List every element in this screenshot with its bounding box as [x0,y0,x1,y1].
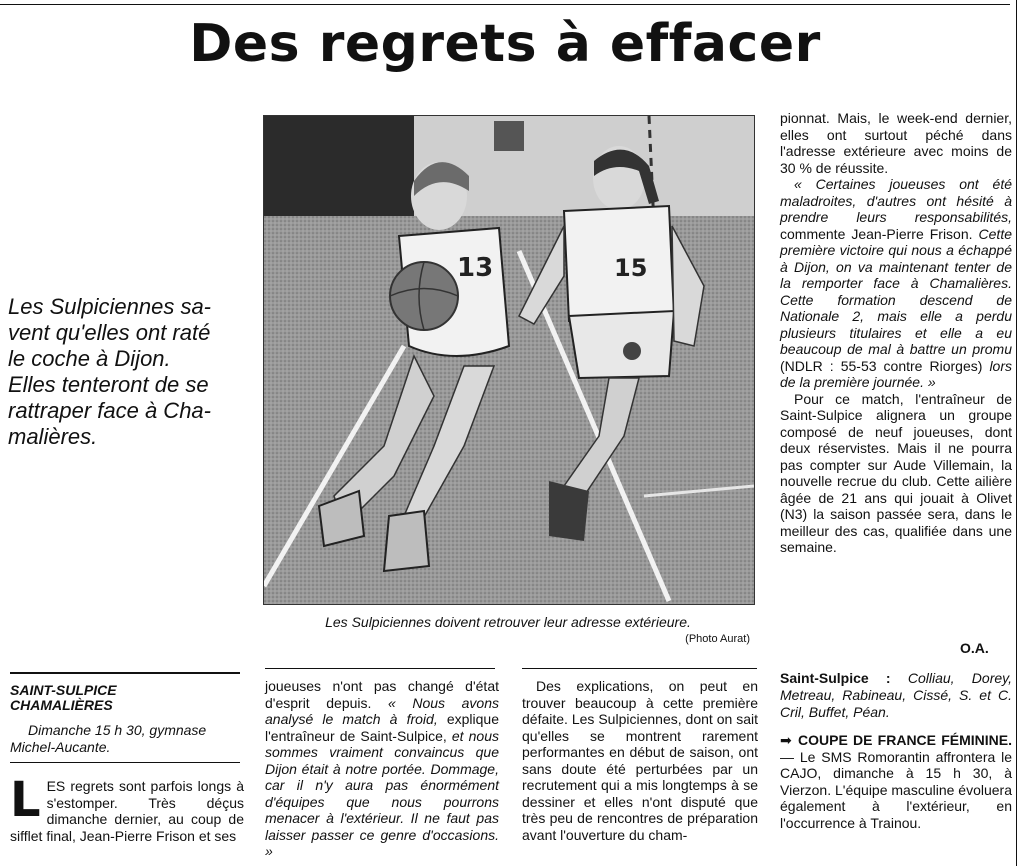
article-text: joueuses n'ont pas changé d'état d'esprit depuis. [265,678,499,711]
coupe-text: — Le SMS Romorantin affrontera le CAJO, dimanche à 15 h 30, à Vierzon. L'équipe masculine évoluera également à l'extérieur, en l'occurrence à Trainou. [780,748,1013,831]
jersey-number-13: 13 [457,253,494,283]
coupe-brief [780,732,1012,831]
article-text: commente Jean-Pierre Frison. [780,225,979,242]
quote-text: « Nous avons analysé le match à froid, [265,694,499,727]
lede-line: Elles tenteront de se [8,372,209,397]
lede-line: malières. [8,424,98,449]
coupe-title: COUPE DE FRANCE FÉMININE. [798,732,1012,748]
match-title [10,683,240,713]
article-col1-text: ES regrets sont parfois longs à s'estomper. Très déçus dimanche dernier, au coup de sifflet final, Jean-Pierre Frison et ses [10,778,244,844]
article-text: Pour ce match, l'entraîneur de Saint-Sulpice alignera un groupe composé de neuf joueuses, dont deux réservistes. Mais il ne pourra pas compter sur Aude Villemain, la nouvelle recrue du club. Cette ailière âgée de 21 ans qui jouait à Olivet (N3) la saison passée sera, dans le meilleur des cas, qualifiée dans une semaine. [780,390,1012,555]
author-signature: O.A. [960,640,989,656]
article-text: (NDLR : 55-53 contre Riorges) [780,357,990,374]
article-text: explique l'entraîneur de Saint-Sulpice, [265,711,500,744]
quote-text: lors de la première journée. » [780,357,1012,390]
lede-line: rattraper face à Cha- [8,398,211,423]
photo-credit: (Photo Aurat) [685,633,750,645]
article-text: pionnat. Mais, le week-end dernier, elles ont surtout péché dans l'adresse extérieure avec moins de 30 % de réussite. [780,110,1012,176]
article-text: Des explications, on peut en trouver beaucoup à cette première défaite. Les Sulpiciennes, dont on sait qu'elles se montrent rarement performantes en début de saison, ont sans doute été perturbées par un recrutement qui a mis longtemps à se dessiner et elles n'ont disputé que très peu de rencontres de préparation avant l'ouverture du cham- [522,678,758,843]
match-box-top-rule [10,672,240,674]
article-col3 [522,678,758,843]
article-col4 [780,110,1012,556]
lede-line: le coche à Dijon. [8,346,171,371]
top-rule [0,4,1010,5]
lede [8,294,248,450]
col2-rule [265,668,495,669]
article-col1 [10,772,244,844]
drop-cap: L [10,772,41,828]
basketball-photo [263,115,755,605]
roster-names: Colliau, Dorey, Metreau, Rabineau, Cissé, S. et C. Cril, Buffet, Péan. [780,670,1013,720]
col3-rule [522,668,757,669]
roster-label: Saint-Sulpice : [780,670,891,686]
arrow-right-icon: ➡ [780,732,792,748]
lede-line: Les Sulpiciennes sa- [8,294,212,319]
match-time-line: Michel-Aucante. [10,739,111,755]
quote-text: et nous sommes vraiment convaincus que Dijon était à notre portée. Dommage, car il n'y aura pas énormément d'équipes que nous pourrons menacer à l'extérieur. Il ne faut pas laisser passer ce genre d'occasions. » [265,727,499,859]
match-box-bottom-rule [10,762,240,763]
lede-line: vent qu'elles ont raté [8,320,211,345]
team-roster [780,670,1012,721]
jersey-number-15: 15 [614,254,648,282]
photo-caption: Les Sulpiciennes doivent retrouver leur adresse extérieure. [325,614,691,630]
match-time [10,722,242,756]
article-col2 [265,678,499,860]
match-title-line: SAINT-SULPICE [10,682,117,698]
match-title-line: CHAMALIÈRES [10,697,113,713]
match-time-line: Dimanche 15 h 30, gymnase [28,722,207,738]
quote-text: « Certaines joueuses ont été maladroites, d'autres ont hésité à prendre leurs responsabilités, [780,176,1012,225]
headline: Des regrets à effacer [189,14,821,74]
quote-text: Cette première victoire qui nous a échappé à Dijon, on va maintenant tenter de la remporter face à Chamalières. Cette formation descend de Nationale 2, mais elle a perdu plusieurs titulaires et elle a eu beaucoup de mal à battre un promu [780,225,1012,357]
article-quote-paragraph [780,176,1012,391]
right-edge-rule [1016,0,1017,866]
